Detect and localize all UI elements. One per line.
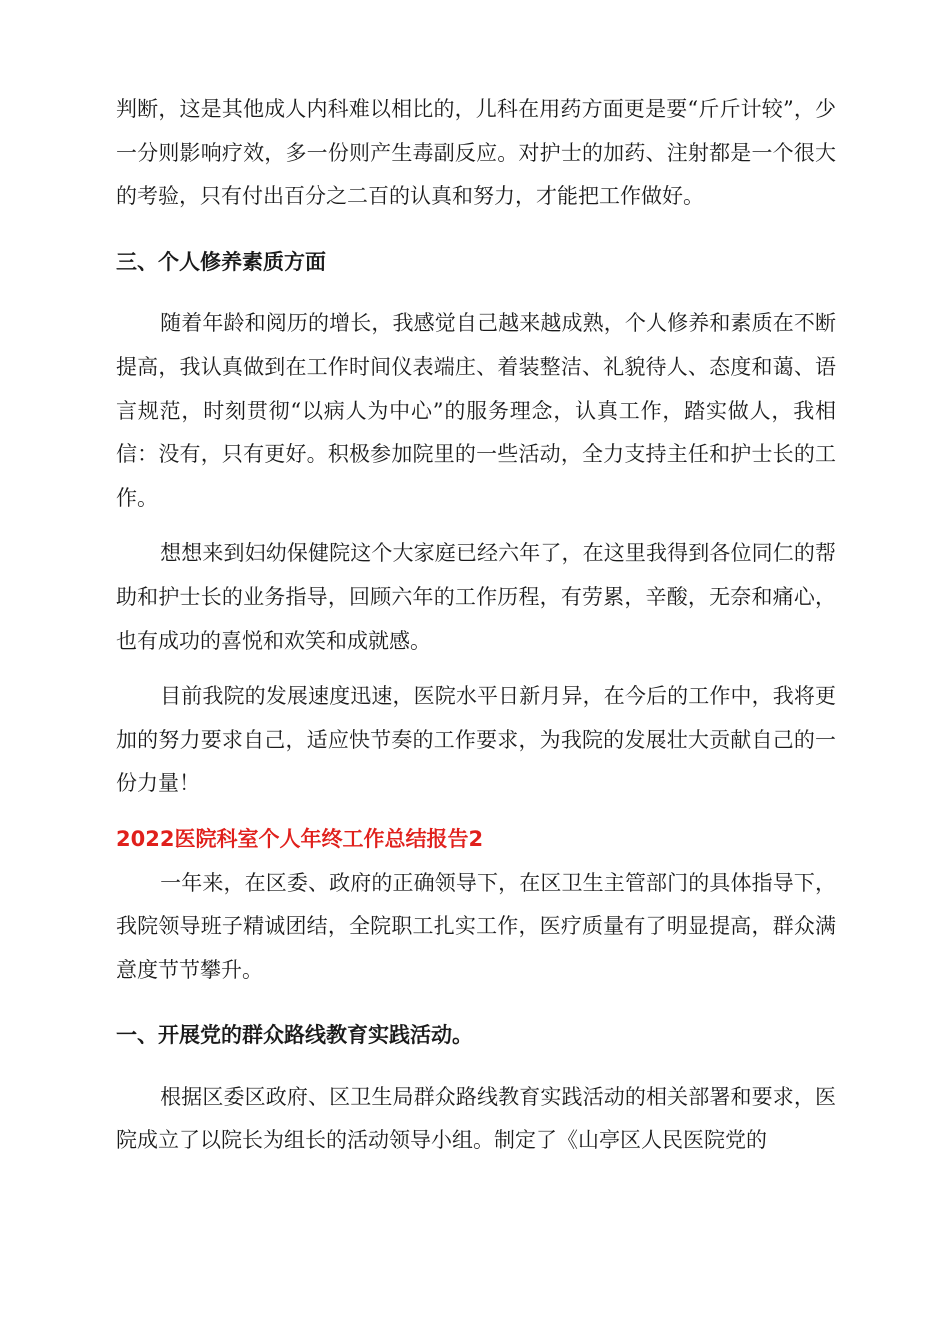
- section-heading-mass-line-activity: 一、开展党的群众路线教育实践活动。: [116, 1023, 473, 1048]
- paragraph-leadership-group: 根据区委区政府、区卫生局群众路线教育实践活动的相关部署和要求，医院成立了以院长为组长的活动领导小组。制定了《山亭区人民医院党的: [116, 1084, 836, 1153]
- paragraph-year-overview: 一年来，在区委、政府的正确领导下，在区卫生主管部门的具体指导下，我院领导班子精诚团结，全院职工扎实工作，医疗质量有了明显提高，群众满意度节节攀升。: [116, 870, 836, 982]
- document-page: [116, 88, 836, 1163]
- section-heading-personal-cultivation: 三、个人修养素质方面: [116, 249, 326, 274]
- paragraph-six-years-reflection: 想想来到妇幼保健院这个大家庭已经六年了，在这里我得到各位同仁的帮助和护士长的业务指导，回顾六年的工作历程，有劳累，辛酸，无奈和痛心，也有成功的喜悦和欢笑和成就感。: [116, 541, 836, 653]
- paragraph-future-commitment: 目前我院的发展速度迅速，医院水平日新月异，在今后的工作中，我将更加的努力要求自己，适应快节奏的工作要求，为我院的发展壮大贡献自己的一份力量！: [116, 684, 836, 796]
- paragraph-pediatric-medication: 判断，这是其他成人内科难以相比的，儿科在用药方面更是要“斤斤计较”，少一分则影响疗效，多一份则产生毒副反应。对护士的加药、注射都是一个很大的考验，只有付出百分之二百的认真和努力，才能把工作做好。: [116, 97, 836, 209]
- paragraph-personal-growth: 随着年龄和阅历的增长，我感觉自己越来越成熟，个人修养和素质在不断提高，我认真做到在工作时间仪表端庄、着装整洁、礼貌待人、态度和蔼、语言规范，时刻贯彻“以病人为中心”的服务理念，认真工作，踏实做人，我相信：没有，只有更好。积极参加院里的一些活动，全力支持主任和护士长的工作。: [116, 311, 836, 510]
- report-title-2: 2022医院科室个人年终工作总结报告2: [116, 826, 484, 851]
